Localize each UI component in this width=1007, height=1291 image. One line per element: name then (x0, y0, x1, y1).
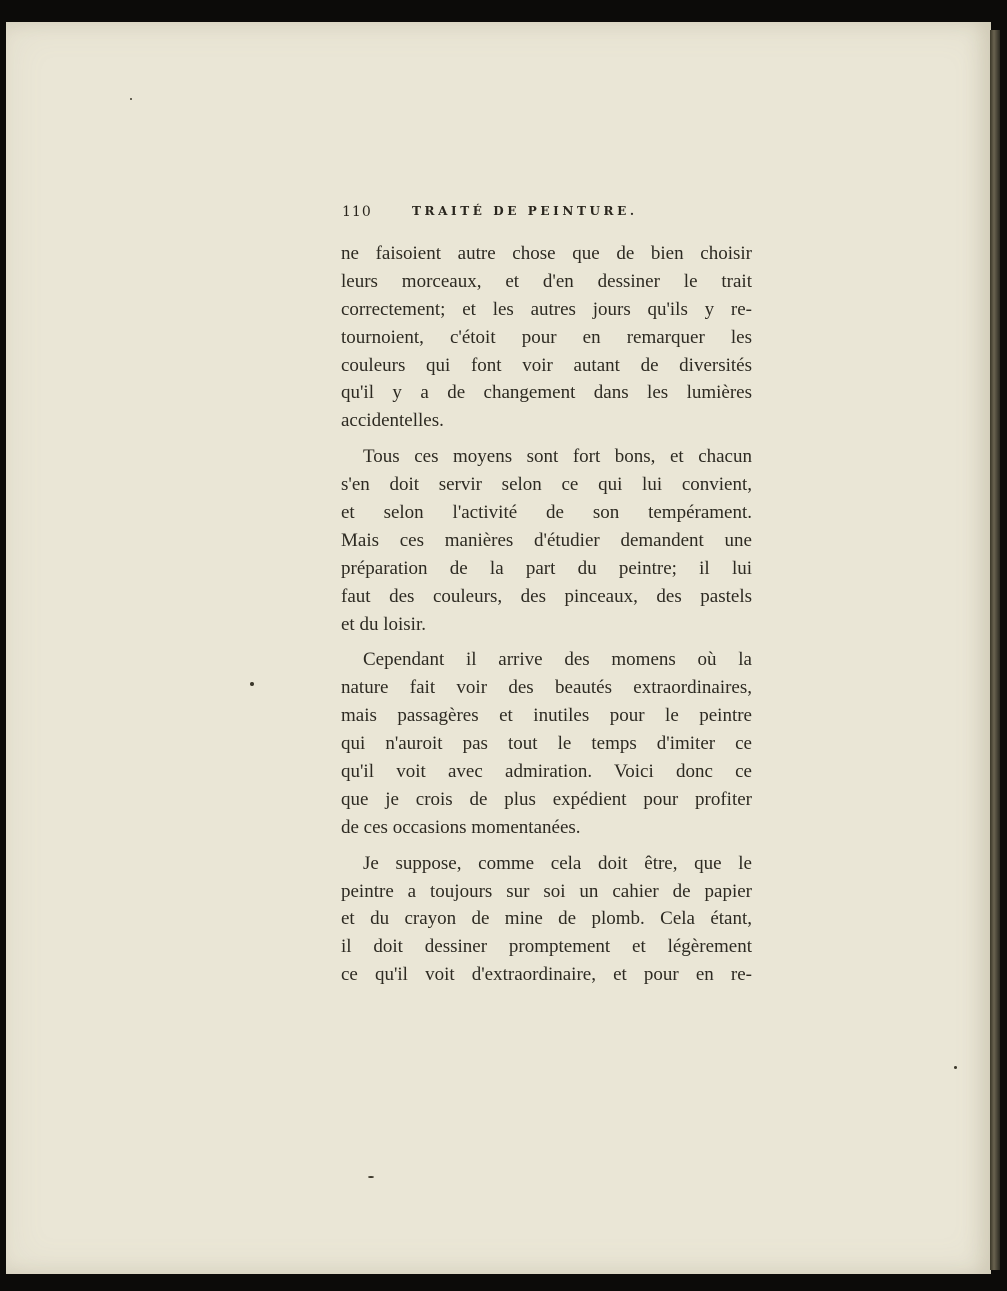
text-line: qu'il voit avec admiration. Voici donc ce (341, 761, 752, 783)
paragraph-4 (341, 850, 752, 989)
text-line: correctement; et les autres jours qu'ils y re- (341, 298, 752, 320)
text-line: Cependant il arrive des momens où la (363, 649, 752, 671)
text-line: il doit dessiner promptement et légèrement (341, 936, 752, 958)
text-line: couleurs qui font voir autant de diversités (341, 354, 752, 376)
paper-speck (250, 682, 254, 686)
text-line: de ces occasions momentanées. (341, 816, 581, 838)
paper-speck (954, 1066, 957, 1069)
text-line: et du loisir. (341, 613, 426, 635)
body-text (341, 240, 752, 997)
text-line: que je crois de plus expédient pour profiter (341, 788, 752, 810)
text-line: s'en doit servir selon ce qui lui convient, (341, 474, 752, 496)
text-line: qui n'auroit pas tout le temps d'imiter ce (341, 733, 752, 755)
text-line: peintre a toujours sur soi un cahier de papier (341, 880, 752, 902)
text-line: tournoient, c'étoit pour en remarquer les (341, 326, 752, 348)
paper-speck (368, 1176, 374, 1178)
text-line: qu'il y a de changement dans les lumières (341, 382, 752, 404)
running-title: TRAITÉ DE PEINTURE. (412, 204, 638, 218)
text-line: et selon l'activité de son tempérament. (341, 502, 752, 524)
text-line: nature fait voir des beautés extraordinaires, (341, 677, 752, 699)
text-line: Tous ces moyens sont fort bons, et chacun (363, 446, 752, 468)
paper-speck (130, 98, 132, 100)
text-line: ne faisoient autre chose que de bien choisir (341, 243, 752, 264)
page-number: 110 (342, 204, 372, 220)
paragraph-3 (341, 646, 752, 841)
running-header (340, 204, 755, 226)
text-line: préparation de la part du peintre; il lui (341, 557, 752, 579)
text-line: Je suppose, comme cela doit être, que le (363, 852, 752, 874)
paragraph-1 (341, 240, 752, 435)
text-line: mais passagères et inutiles pour le peintre (341, 705, 752, 727)
book-edge (990, 30, 1000, 1270)
text-line: ce qu'il voit d'extraordinaire, et pour en re- (341, 964, 752, 986)
text-line: accidentelles. (341, 410, 444, 432)
text-line: faut des couleurs, des pinceaux, des pastels (341, 585, 752, 607)
text-line: leurs morceaux, et d'en dessiner le trait (341, 270, 752, 292)
text-line: et du crayon de mine de plomb. Cela étant, (341, 908, 752, 930)
text-line: Mais ces manières d'étudier demandent une (341, 529, 752, 551)
paragraph-2 (341, 443, 752, 638)
